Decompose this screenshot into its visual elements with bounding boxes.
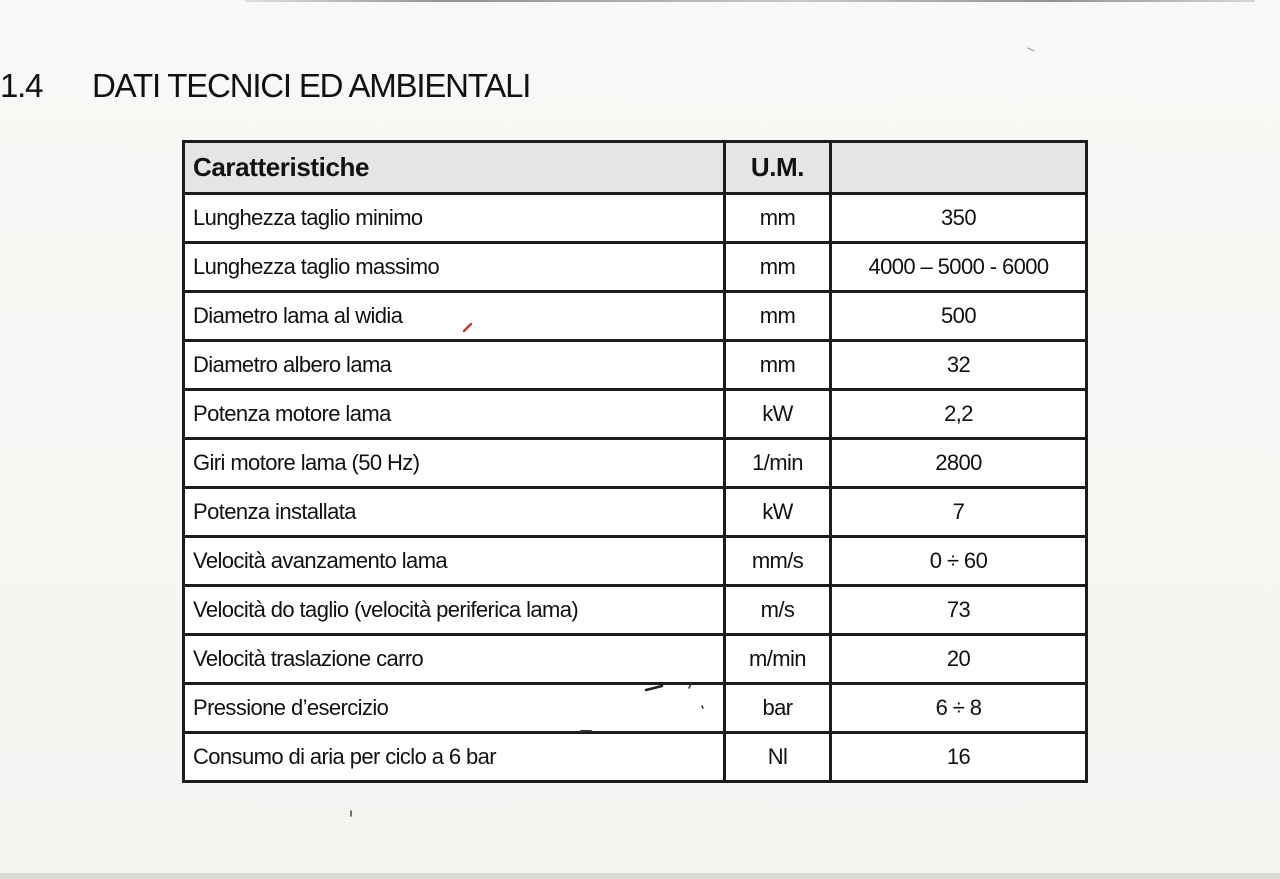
header-value bbox=[831, 142, 1087, 194]
table-row bbox=[184, 194, 1087, 243]
row-name: Lunghezza taglio massimo bbox=[184, 243, 725, 292]
row-unit: kW bbox=[725, 488, 831, 537]
table-row bbox=[184, 684, 1087, 733]
table-row bbox=[184, 635, 1087, 684]
row-name: Potenza motore lama bbox=[184, 390, 725, 439]
table-header-row bbox=[184, 142, 1087, 194]
row-unit: 1/min bbox=[725, 439, 831, 488]
row-name: Pressione d’esercizio bbox=[184, 684, 725, 733]
table-row bbox=[184, 537, 1087, 586]
row-unit: m/min bbox=[725, 635, 831, 684]
header-unit: U.M. bbox=[725, 142, 831, 194]
scan-speck bbox=[1028, 48, 1034, 51]
row-value: 73 bbox=[831, 586, 1087, 635]
row-value: 16 bbox=[831, 733, 1087, 782]
row-unit: mm bbox=[725, 292, 831, 341]
header-characteristics: Caratteristiche bbox=[184, 142, 725, 194]
row-value: 7 bbox=[831, 488, 1087, 537]
table-row bbox=[184, 488, 1087, 537]
row-name: Diametro albero lama bbox=[184, 341, 725, 390]
row-value: 350 bbox=[831, 194, 1087, 243]
table-row bbox=[184, 733, 1087, 782]
row-unit: mm bbox=[725, 341, 831, 390]
table-row bbox=[184, 390, 1087, 439]
row-unit: kW bbox=[725, 390, 831, 439]
section-heading bbox=[0, 64, 530, 108]
table-row bbox=[184, 586, 1087, 635]
technical-data-table bbox=[182, 140, 1088, 783]
table-row bbox=[184, 243, 1087, 292]
row-name: Velocità avanzamento lama bbox=[184, 537, 725, 586]
row-unit: mm bbox=[725, 243, 831, 292]
row-name: Giri motore lama (50 Hz) bbox=[184, 439, 725, 488]
table-row bbox=[184, 292, 1087, 341]
row-name: Diametro lama al widia bbox=[184, 292, 725, 341]
section-title: DATI TECNICI ED AMBIENTALI bbox=[92, 67, 531, 104]
section-number: 1.4 bbox=[0, 67, 43, 104]
row-value: 20 bbox=[831, 635, 1087, 684]
row-name: Velocità do taglio (velocità periferica lama) bbox=[184, 586, 725, 635]
row-value: 2,2 bbox=[831, 390, 1087, 439]
row-value: 4000 – 5000 - 6000 bbox=[831, 243, 1087, 292]
row-name: Consumo di aria per ciclo a 6 bar bbox=[184, 733, 725, 782]
table-row bbox=[184, 341, 1087, 390]
row-value: 32 bbox=[831, 341, 1087, 390]
table-row bbox=[184, 439, 1087, 488]
row-unit: Nl bbox=[725, 733, 831, 782]
row-name: Lunghezza taglio minimo bbox=[184, 194, 725, 243]
row-value: 6 ÷ 8 bbox=[831, 684, 1087, 733]
top-rule bbox=[245, 0, 1255, 2]
row-name: Potenza installata bbox=[184, 488, 725, 537]
bottom-edge bbox=[0, 873, 1280, 879]
row-unit: m/s bbox=[725, 586, 831, 635]
row-value: 0 ÷ 60 bbox=[831, 537, 1087, 586]
row-value: 500 bbox=[831, 292, 1087, 341]
row-unit: bar bbox=[725, 684, 831, 733]
row-name: Velocità traslazione carro bbox=[184, 635, 725, 684]
row-unit: mm bbox=[725, 194, 831, 243]
row-value: 2800 bbox=[831, 439, 1087, 488]
row-unit: mm/s bbox=[725, 537, 831, 586]
